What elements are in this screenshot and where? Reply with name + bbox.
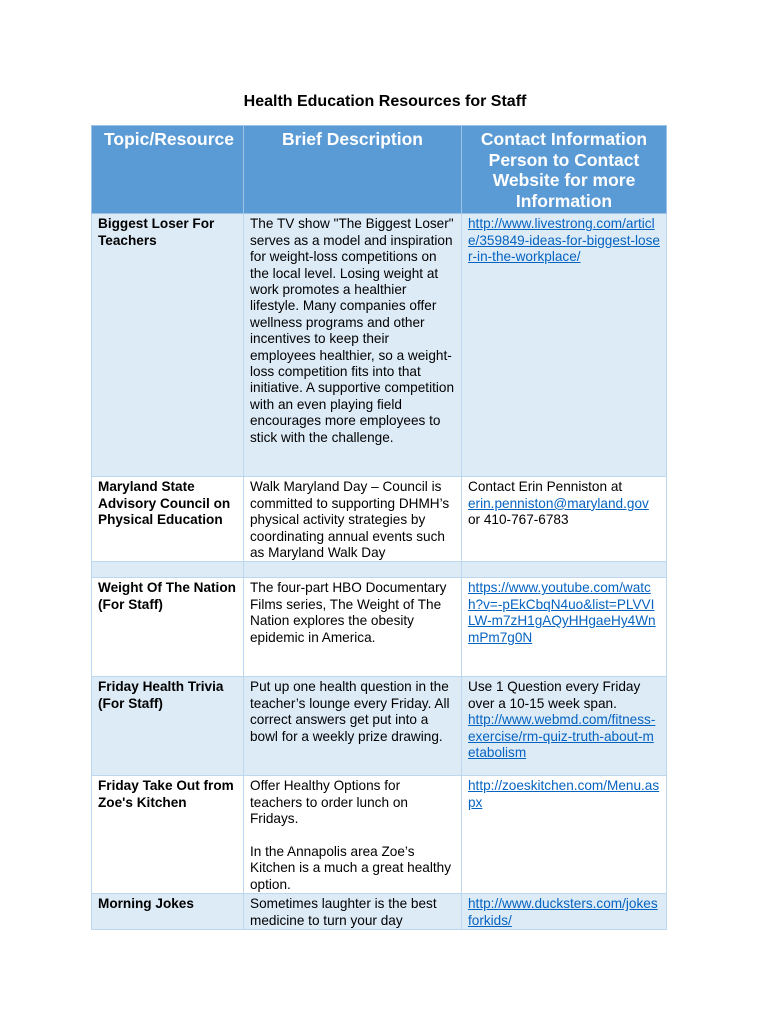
row-description: The TV show "The Biggest Loser" serves as a model and inspiration for weight-loss competitions on the local level. Losing weight at work promotes a healthier lifestyle. Many companies offer wellness programs and other incentives to keep their employees healthier, so a weight-loss competition fits into that initiative. A supportive competition with an even playing field encourages more employees to stick with the challenge. [244,214,462,477]
header-contact-line: Contact Information [480,129,648,149]
row-contact [462,677,667,776]
page-title: Health Education Resources for Staff [243,93,527,110]
row-topic: Morning Jokes [92,894,244,930]
header-description: Brief Description [244,126,462,214]
spacer-cell [244,562,462,578]
table-row [92,578,667,677]
contact-phone: or 410-767-6783 [468,512,569,528]
spacer-cell [92,562,244,578]
row-contact [462,578,667,677]
table-row [92,214,667,477]
row-topic: Friday Health Trivia (For Staff) [92,677,244,776]
header-contact-line: Person to Contact [488,149,640,170]
row-contact [462,477,667,562]
row-description: Walk Maryland Day – Council is committed to supporting DHMH’s physical activity strategies by coordinating annual events such as Maryland Walk Day [244,477,462,562]
row-contact [462,214,667,477]
header-contact-line: Website for more [492,170,636,191]
row-contact [462,776,667,894]
row-contact [462,894,667,930]
row-topic: Weight Of The Nation (For Staff) [92,578,244,677]
header-topic: Topic/Resource [92,126,244,214]
spacer-cell [462,562,667,578]
header-contact-line: Information [515,190,613,211]
description-text: In the Annapolis area Zoe’s Kitchen is a much a great healthy option. [250,844,451,892]
row-topic: Maryland State Advisory Council on Physical Education [92,477,244,562]
row-description: Sometimes laughter is the best medicine to turn your day [244,894,462,930]
contact-email-link[interactable]: erin.penniston@maryland.gov [468,495,649,511]
contact-text: Use 1 Question every Friday over a 10-15 week span. [468,679,641,711]
contact-link[interactable]: https://www.youtube.com/watch?v=-pEkCbqN4uo&list=PLVVILW-m7zH1gAQyHHgaeHy4WnmPm7g0N [468,580,656,645]
table-row [92,677,667,776]
row-description: Put up one health question in the teacher’s lounge every Friday. All correct answers get put into a bowl for a weekly prize drawing. [244,677,462,776]
contact-text: Contact Erin Penniston at [468,479,623,495]
table-row [92,894,667,930]
resources-table [91,125,667,930]
contact-link[interactable]: http://www.livestrong.com/article/359849-ideas-for-biggest-loser-in-the-workplace/ [468,216,660,265]
description-text: Offer Healthy Options for teachers to order lunch on Fridays. [250,778,408,827]
row-description: The four-part HBO Documentary Films series, The Weight of The Nation explores the obesity epidemic in America. [244,578,462,677]
contact-link[interactable]: http://www.ducksters.com/jokesforkids/ [468,896,658,928]
contact-link[interactable]: http://www.webmd.com/fitness-exercise/rm-quiz-truth-about-metabolism [468,712,656,761]
row-topic: Biggest Loser For Teachers [92,214,244,477]
contact-link[interactable]: http://zoeskitchen.com/Menu.aspx [468,778,660,810]
paragraph-gap [250,828,455,844]
table-row [92,776,667,894]
header-contact [462,126,667,214]
table-row [92,477,667,562]
row-description [244,776,462,894]
table-header-row [92,126,667,214]
spacer-row [92,562,667,578]
row-topic: Friday Take Out from Zoe's Kitchen [92,776,244,894]
